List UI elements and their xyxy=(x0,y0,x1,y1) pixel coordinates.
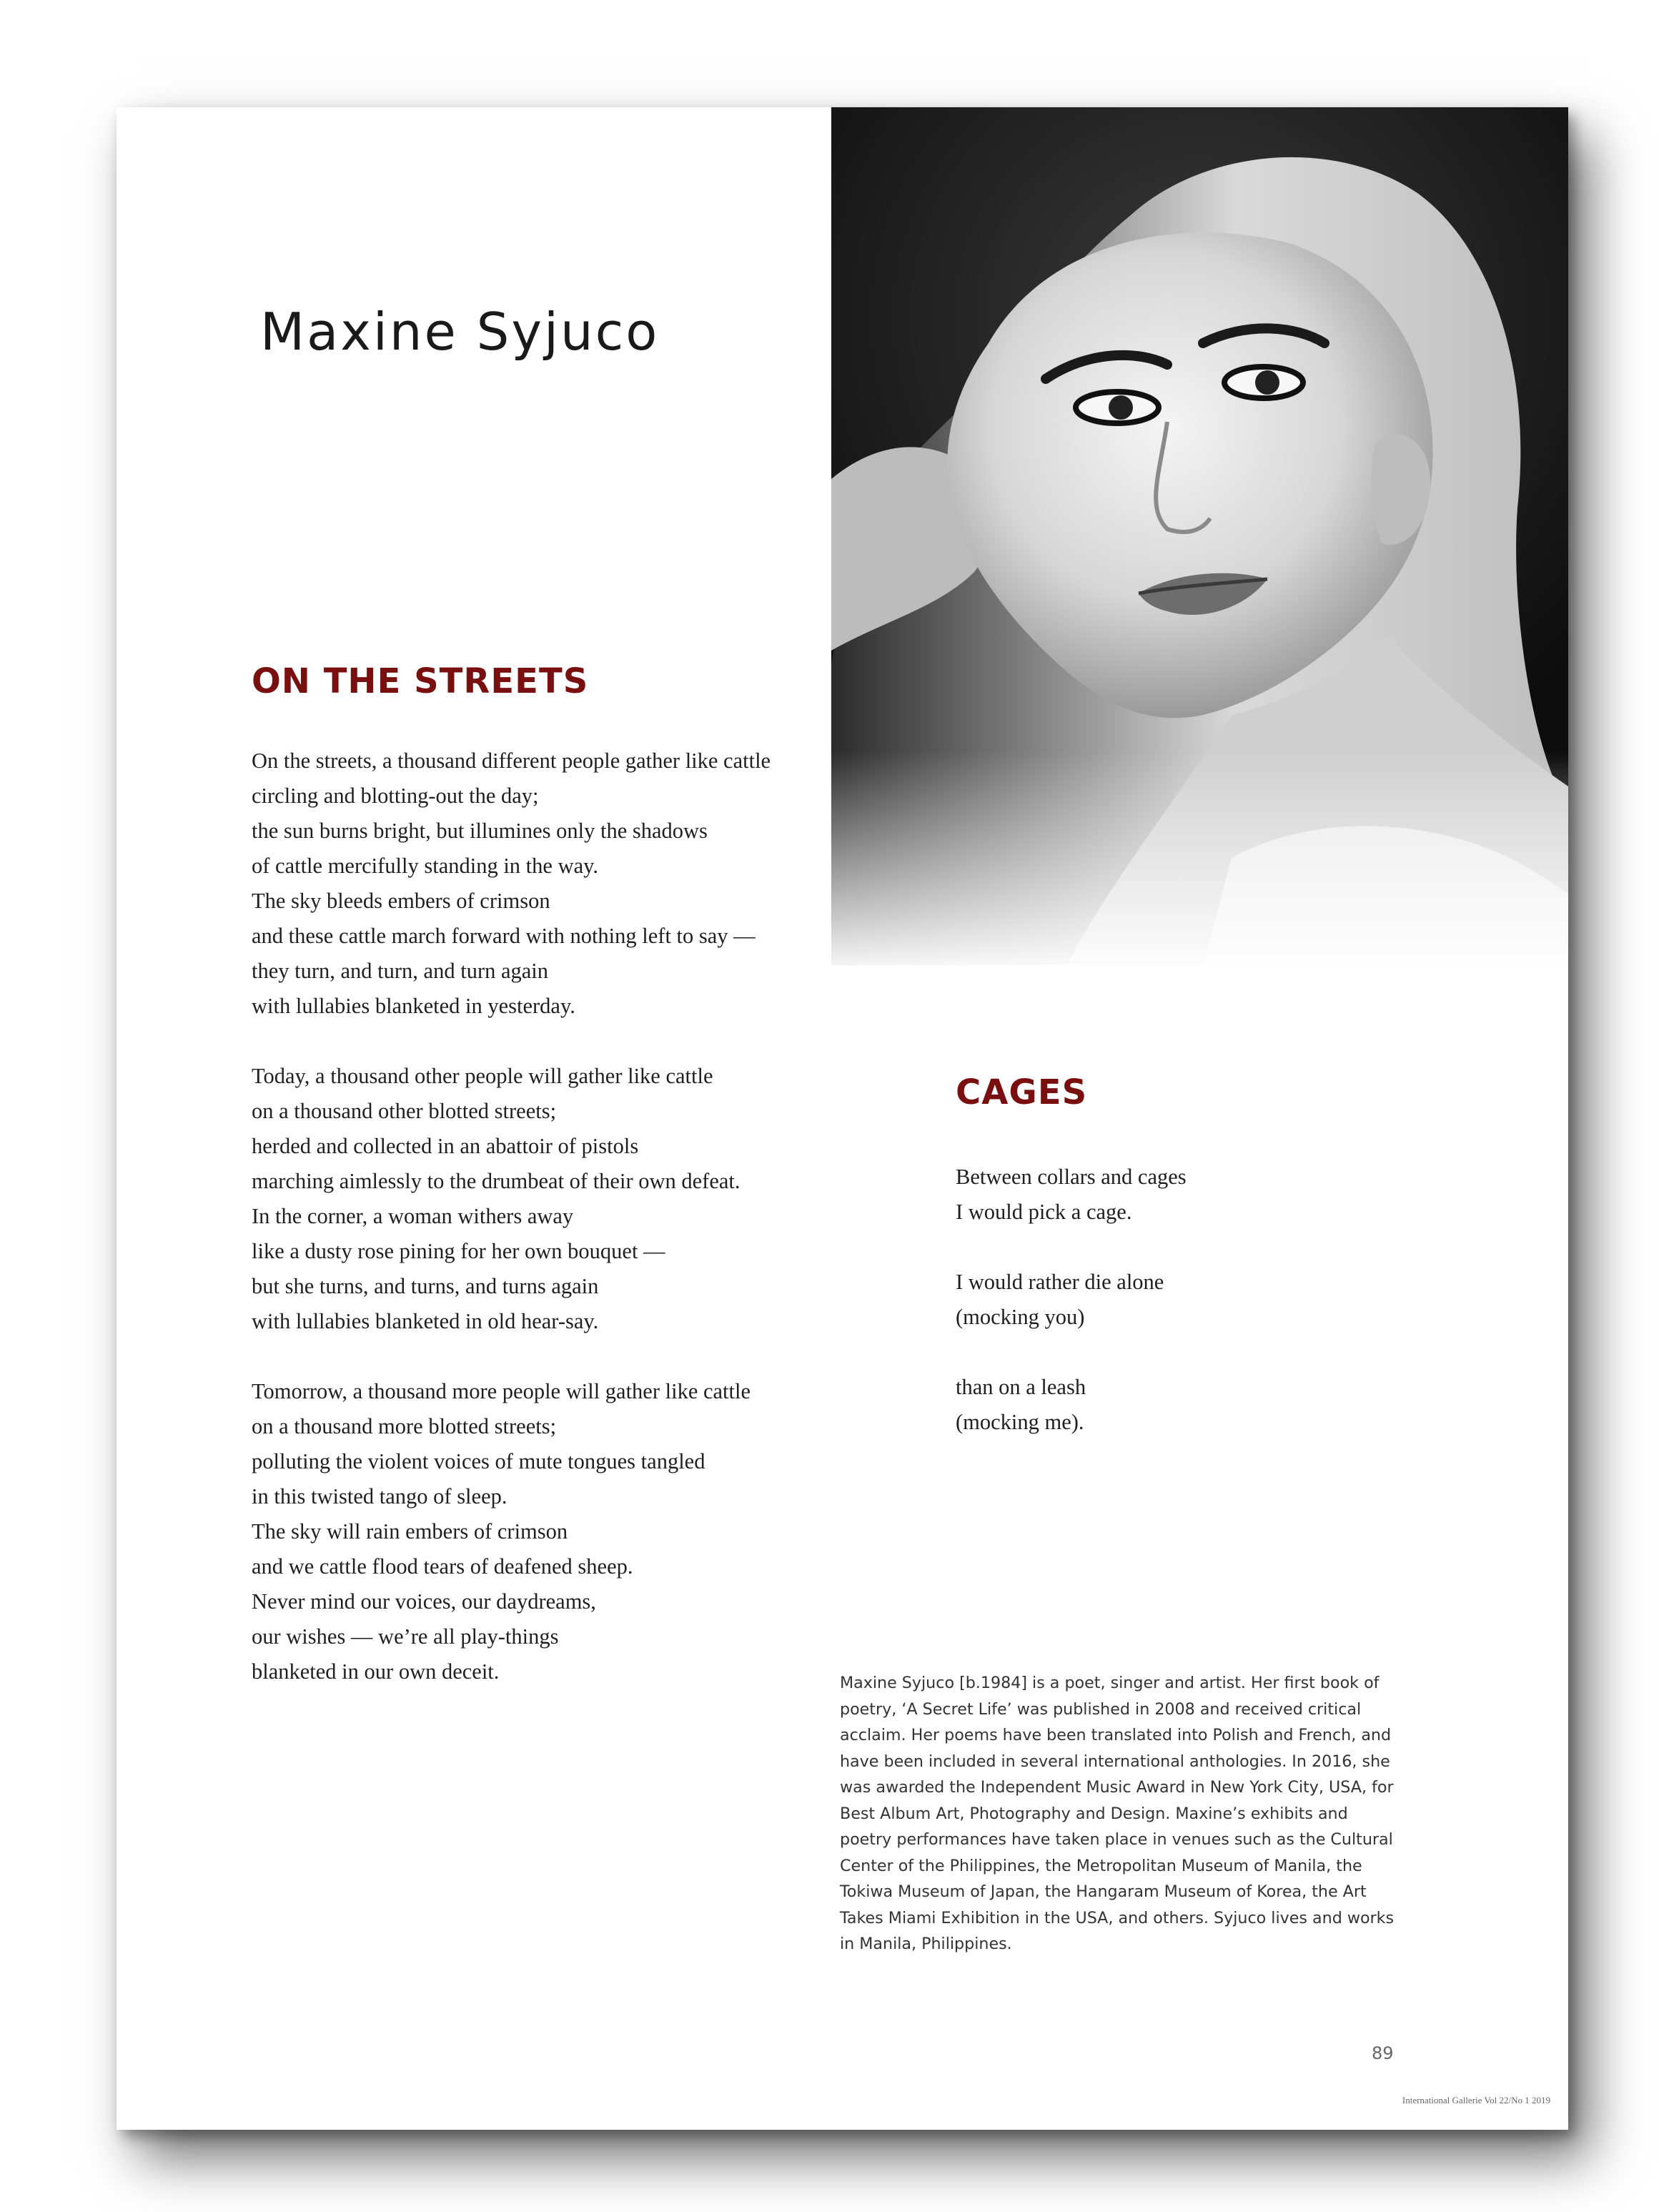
poem-line: but she turns, and turns, and turns again xyxy=(252,1274,599,1298)
poem-line: and these cattle march forward with nothing left to say — xyxy=(252,924,756,948)
poem-line: blanketed in our own deceit. xyxy=(252,1659,500,1684)
author-bio: Maxine Syjuco [b.1984] is a poet, singer and artist. Her first book of poetry, ‘A Secret Life’ was published in 2008 and received critical acclaim. Her poems have been translated into Polish and French, and have been included in several international anthologies. In 2016, she was awarded the Independent Music Award in New York City, USA, for Best Album Art, Photography and Design. Maxine’s exhibits and poetry performances have taken place in venues such as the Cultural Center of the Philippines, the Metropolitan Museum of Manila, the Tokiwa Museum of Japan, the Hangaram Museum of Korea, the Art Takes Miami Exhibition in the USA, and others. Syjuco lives and works in Manila, Philippines. xyxy=(840,1674,1395,1953)
author-portrait xyxy=(831,107,1568,965)
author-name: Maxine Syjuco xyxy=(260,302,660,362)
page-number: 89 xyxy=(1372,2043,1394,2063)
poem-line: (mocking you) xyxy=(956,1305,1085,1329)
stanza xyxy=(956,1160,1187,1230)
poem-line: The sky will rain embers of crimson xyxy=(252,1519,568,1544)
stanza xyxy=(956,1370,1187,1440)
poem-line: in this twisted tango of sleep. xyxy=(252,1484,507,1509)
poem-line: with lullabies blanketed in old hear-say. xyxy=(252,1309,599,1333)
poem-title-cages: CAGES xyxy=(956,1072,1088,1112)
magazine-page xyxy=(117,107,1568,2130)
poem-line: the sun burns bright, but illumines only the shadows xyxy=(252,819,708,843)
poem-line: I would pick a cage. xyxy=(956,1200,1132,1224)
poem-line: on a thousand other blotted streets; xyxy=(252,1099,557,1123)
poem-line: with lullabies blanketed in yesterday. xyxy=(252,994,575,1018)
poem-line: On the streets, a thousand different people gather like cattle xyxy=(252,749,771,773)
poem-line: our wishes — we’re all play-things xyxy=(252,1624,559,1649)
stanza xyxy=(956,1265,1187,1335)
poem-line: Tomorrow, a thousand more people will gather like cattle xyxy=(252,1379,751,1403)
poem-line: than on a leash xyxy=(956,1375,1086,1399)
poem-line: Never mind our voices, our daydreams, xyxy=(252,1589,596,1614)
poem-line: circling and blotting-out the day; xyxy=(252,784,539,808)
stanza xyxy=(252,1374,771,1689)
publication-footer: International Gallerie Vol 22/No 1 2019 xyxy=(1402,2095,1550,2105)
poem-line: The sky bleeds embers of crimson xyxy=(252,889,550,913)
poem-line: of cattle mercifully standing in the way. xyxy=(252,854,599,878)
poem-on-the-streets xyxy=(252,744,771,1724)
stanza xyxy=(252,1059,771,1339)
poem-line: and we cattle flood tears of deafened sheep. xyxy=(252,1554,633,1579)
stanza xyxy=(252,744,771,1024)
poem-line: I would rather die alone xyxy=(956,1270,1164,1294)
poem-line: marching aimlessly to the drumbeat of their own defeat. xyxy=(252,1169,741,1193)
poem-title-on-the-streets: ON THE STREETS xyxy=(252,661,589,701)
poem-line: herded and collected in an abattoir of pistols xyxy=(252,1134,639,1158)
poem-line: Between collars and cages xyxy=(956,1165,1187,1189)
poem-line: like a dusty rose pining for her own bouquet — xyxy=(252,1239,665,1263)
poem-cages xyxy=(956,1160,1187,1475)
poem-line: In the corner, a woman withers away xyxy=(252,1204,574,1228)
poem-line: (mocking me). xyxy=(956,1410,1084,1434)
poem-line: polluting the violent voices of mute tongues tangled xyxy=(252,1449,705,1473)
poem-line: Today, a thousand other people will gather like cattle xyxy=(252,1064,713,1088)
poem-line: on a thousand more blotted streets; xyxy=(252,1414,557,1438)
poem-line: they turn, and turn, and turn again xyxy=(252,959,549,983)
